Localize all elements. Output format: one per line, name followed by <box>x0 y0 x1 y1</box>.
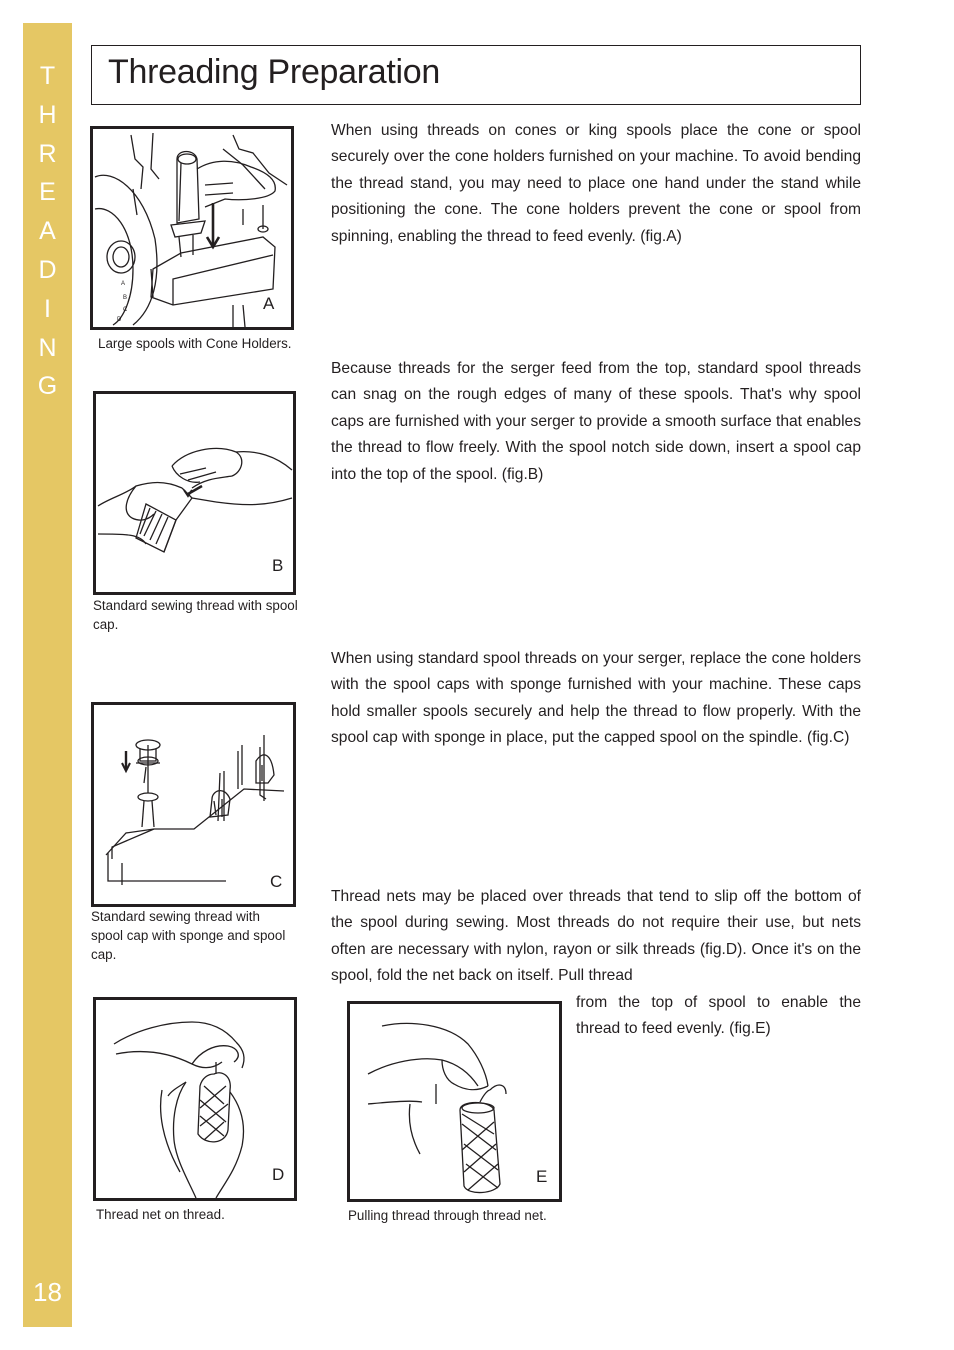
spool-cap-illustration <box>96 394 293 592</box>
section-sidebar <box>23 23 72 1327</box>
section-label <box>23 57 72 406</box>
section-letter: G <box>37 372 58 401</box>
figure-a-small-label: B <box>123 295 128 301</box>
figure-e-caption: Pulling thread through thread net. <box>348 1208 547 1223</box>
page-number: 18 <box>33 1277 62 1307</box>
figure-c <box>91 702 296 907</box>
title-box <box>91 45 861 105</box>
section-letter: R <box>38 139 57 168</box>
section-letter: N <box>38 333 57 362</box>
thread-nets-paragraph: Thread nets may be placed over threads that tend to slip off the bottom of the spool during sewing. Most threads do not require their use, but nets often are necessary with nylon, rayon or silk threads (fig.D). Once it's on the spool, fold the net back on itself. Pull thread <box>331 888 861 985</box>
figure-a-small-label: D <box>117 317 122 323</box>
figure-c-letter: C <box>270 872 283 891</box>
figure-e-letter: E <box>536 1167 548 1186</box>
figure-a-caption: Large spools with Cone Holders. <box>98 336 292 351</box>
section-letter: I <box>44 294 51 323</box>
section-letter: D <box>38 255 57 284</box>
figure-a <box>90 126 294 330</box>
figure-b <box>93 391 296 595</box>
figure-c-caption: Standard sewing thread with spool cap with sponge and spool cap. <box>91 909 286 962</box>
figure-b-letter: B <box>272 556 284 575</box>
spool-cap-sponge-illustration <box>94 705 293 904</box>
thread-net-illustration <box>96 1000 294 1198</box>
section-letter: E <box>39 178 56 207</box>
sponge-caps-paragraph: When using standard spool threads on your serger, replace the cone holders with the spool caps with sponge furnished with your machine. These caps hold smaller spools securely and help the thread to flow properly. With the spool cap with sponge in place, put the capped spool on the spindle. (fig.C) <box>331 650 861 747</box>
section-letter: H <box>38 100 57 129</box>
figure-a-small-label: C <box>123 307 128 313</box>
figure-a-letter: A <box>263 294 275 313</box>
page-title: Threading Preparation <box>108 53 441 91</box>
figure-d-caption: Thread net on thread. <box>96 1207 225 1222</box>
spool-caps-paragraph: Because threads for the serger feed from the top, standard spool threads can snag on the rough edges of many of these spools. That's why spool caps are furnished with your serger to provide a smooth surface that enables the thread to flow freely. With the spool notch side down, insert a spool cap into the top of the spool. (fig.B) <box>331 360 861 483</box>
pulling-thread-illustration <box>350 1004 559 1199</box>
section-letter: A <box>39 217 56 246</box>
section-letter: T <box>39 62 56 90</box>
thread-nets-continued-paragraph: from the top of spool to enable the thread to feed evenly. (fig.E) <box>576 994 861 1038</box>
figure-d-letter: D <box>272 1165 285 1184</box>
figure-a-small-label: A <box>121 281 126 287</box>
figure-d <box>93 997 297 1201</box>
figure-b-caption: Standard sewing thread with spool cap. <box>93 598 298 632</box>
figure-e <box>347 1001 562 1202</box>
cone-holders-paragraph: When using threads on cones or king spools place the cone or spool securely over the cone holders furnished on your machine. To avoid bending the thread stand, you may need to place one hand under the stand while positioning the cone. The cone holders prevent the cone or spool from spinning, enabling the thread to feed evenly. (fig.A) <box>331 122 861 245</box>
